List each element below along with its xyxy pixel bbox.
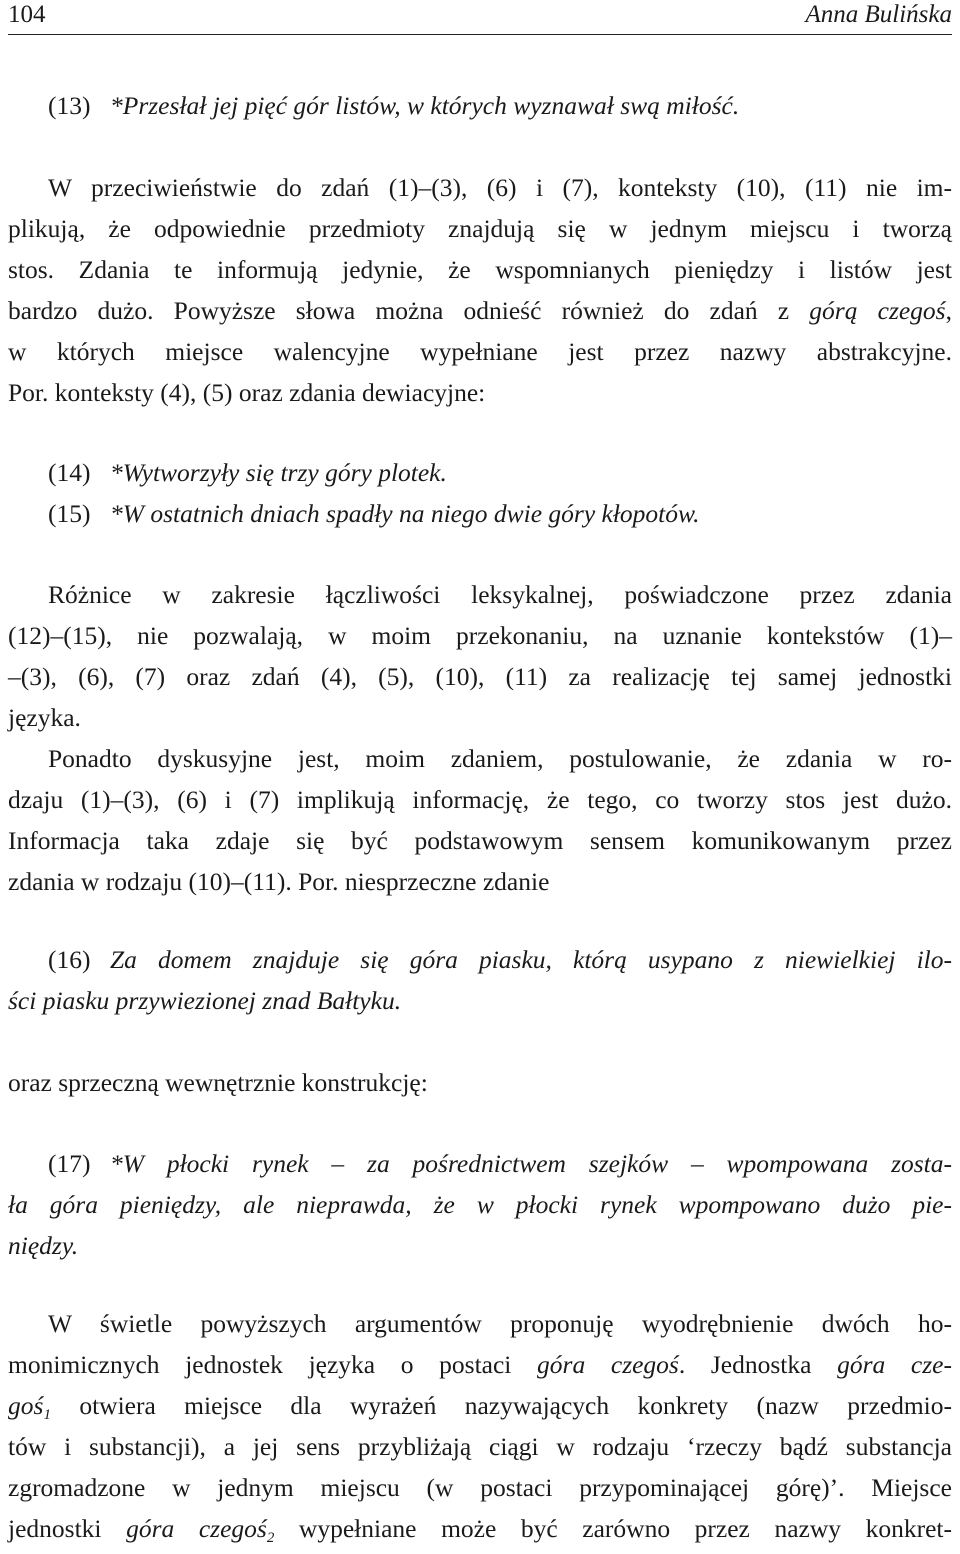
- paragraph-5-line-6: jednostki góra czegoś$_2$ wypełniane może być zarówno przez nazwy konkret-: [8, 1514, 952, 1546]
- page-number: 104: [8, 1, 46, 28]
- term-gora-czegos: górą czegoś: [809, 296, 946, 325]
- example-13: [48, 90, 960, 122]
- subscript: 2: [266, 1530, 275, 1546]
- example-label: (14): [48, 458, 91, 487]
- paragraph-3-line-3: Informacja taka zdaje się być podstawowym sensem komunikowanym przez: [8, 826, 952, 855]
- running-header: [8, 0, 952, 35]
- paragraph-2-line-2: (12)–(15), nie pozwalają, w moim przekonaniu, na uznanie kontekstów (1)–: [8, 621, 952, 650]
- paragraph-1-line-4: bardzo dużo. Powyższe słowa można odnieść również do zdań z górą czegoś,: [8, 296, 952, 325]
- example-17-line-2: ła góra pieniędzy, ale nieprawda, że w płocki rynek wpompowano dużo pie-: [8, 1190, 952, 1219]
- example-14: [48, 457, 960, 489]
- running-header-author: Anna Bulińska: [805, 1, 952, 28]
- paragraph-1-line-2: plikują, że odpowiednie przedmioty znajdują się w jednym miejscu i tworzą: [8, 214, 952, 243]
- subscript: 1: [43, 1407, 51, 1423]
- example-label: (16): [48, 945, 91, 974]
- term-gora-czegos: goś: [8, 1391, 44, 1420]
- term-gora-czegos: góra cze-: [837, 1350, 952, 1379]
- paragraph-3-line-2: dzaju (1)–(3), (6) i (7) implikują informację, że tego, co tworzy stos jest dużo.: [8, 785, 952, 814]
- paragraph-1-line-3: stos. Zdania te informują jedynie, że wspomnianych pieniędzy i listów jest: [8, 255, 952, 284]
- paragraph-5-line-2: monimicznych jednostek języka o postaci góra czegoś. Jednostka góra cze-: [8, 1350, 952, 1379]
- term-gora-czegos: góra czegoś: [126, 1514, 267, 1543]
- example-text: *W płocki rynek – za pośrednictwem szejków – wpompowana zosta-: [110, 1149, 952, 1178]
- example-text: Za domem znajduje się góra piasku, którą usypano z niewielkiej ilo-: [110, 945, 952, 974]
- paragraph-1-line-1: W przeciwieństwie do zdań (1)–(3), (6) i (7), konteksty (10), (11) nie im-: [48, 173, 952, 202]
- paragraph-5-line-5: zgromadzone w jednym miejscu (w postaci przypominającej górę)’. Miejsce: [8, 1473, 952, 1502]
- example-text: *Wytworzyły się trzy góry plotek.: [110, 458, 447, 487]
- example-text: *Przesłał jej pięć gór listów, w których wyznawał swą miłość.: [110, 91, 740, 120]
- paragraph-1-line-6: Por. konteksty (4), (5) oraz zdania dewiacyjne:: [8, 378, 486, 407]
- example-16-line-1: [48, 944, 952, 976]
- example-label: (15): [48, 499, 91, 528]
- paragraph-2-line-3: –(3), (6), (7) oraz zdań (4), (5), (10), (11) za realizację tej samej jednostki: [8, 662, 952, 691]
- example-label: (13): [48, 91, 91, 120]
- example-17-line-1: [48, 1148, 952, 1180]
- paragraph-5-line-4: tów i substancji), a jej sens przybliżają ciągi w rodzaju ‘rzeczy bądź substancja: [8, 1432, 952, 1461]
- term-gora-czegos: góra czegoś: [537, 1350, 679, 1379]
- example-15: [48, 498, 960, 530]
- example-16-line-2: ści piasku przywiezionej znad Bałtyku.: [8, 986, 402, 1015]
- example-17-line-3: niędzy.: [8, 1231, 79, 1260]
- example-label: (17): [48, 1149, 91, 1178]
- paragraph-3-line-4: zdania w rodzaju (10)–(11). Por. niesprzeczne zdanie: [8, 867, 550, 896]
- paragraph-1-line-5: w których miejsce walencyjne wypełniane jest przez nazwy abstrakcyjne.: [8, 337, 952, 366]
- paragraph-5-line-1: W świetle powyższych argumentów proponuję wyodrębnienie dwóch ho-: [48, 1309, 952, 1338]
- paragraph-5-line-3: goś$_1$ otwiera miejsce dla wyrażeń nazywających konkrety (nazw przedmio-: [8, 1391, 952, 1423]
- paragraph-2-line-4: języka.: [8, 703, 81, 732]
- paragraph-4: oraz sprzeczną wewnętrznie konstrukcję:: [8, 1068, 428, 1097]
- example-text: *W ostatnich dniach spadły na niego dwie góry kłopotów.: [110, 499, 700, 528]
- paragraph-2-line-1: Różnice w zakresie łączliwości leksykalnej, poświadczone przez zdania: [48, 580, 952, 609]
- paragraph-3-line-1: Ponadto dyskusyjne jest, moim zdaniem, postulowanie, że zdania w ro-: [48, 744, 952, 773]
